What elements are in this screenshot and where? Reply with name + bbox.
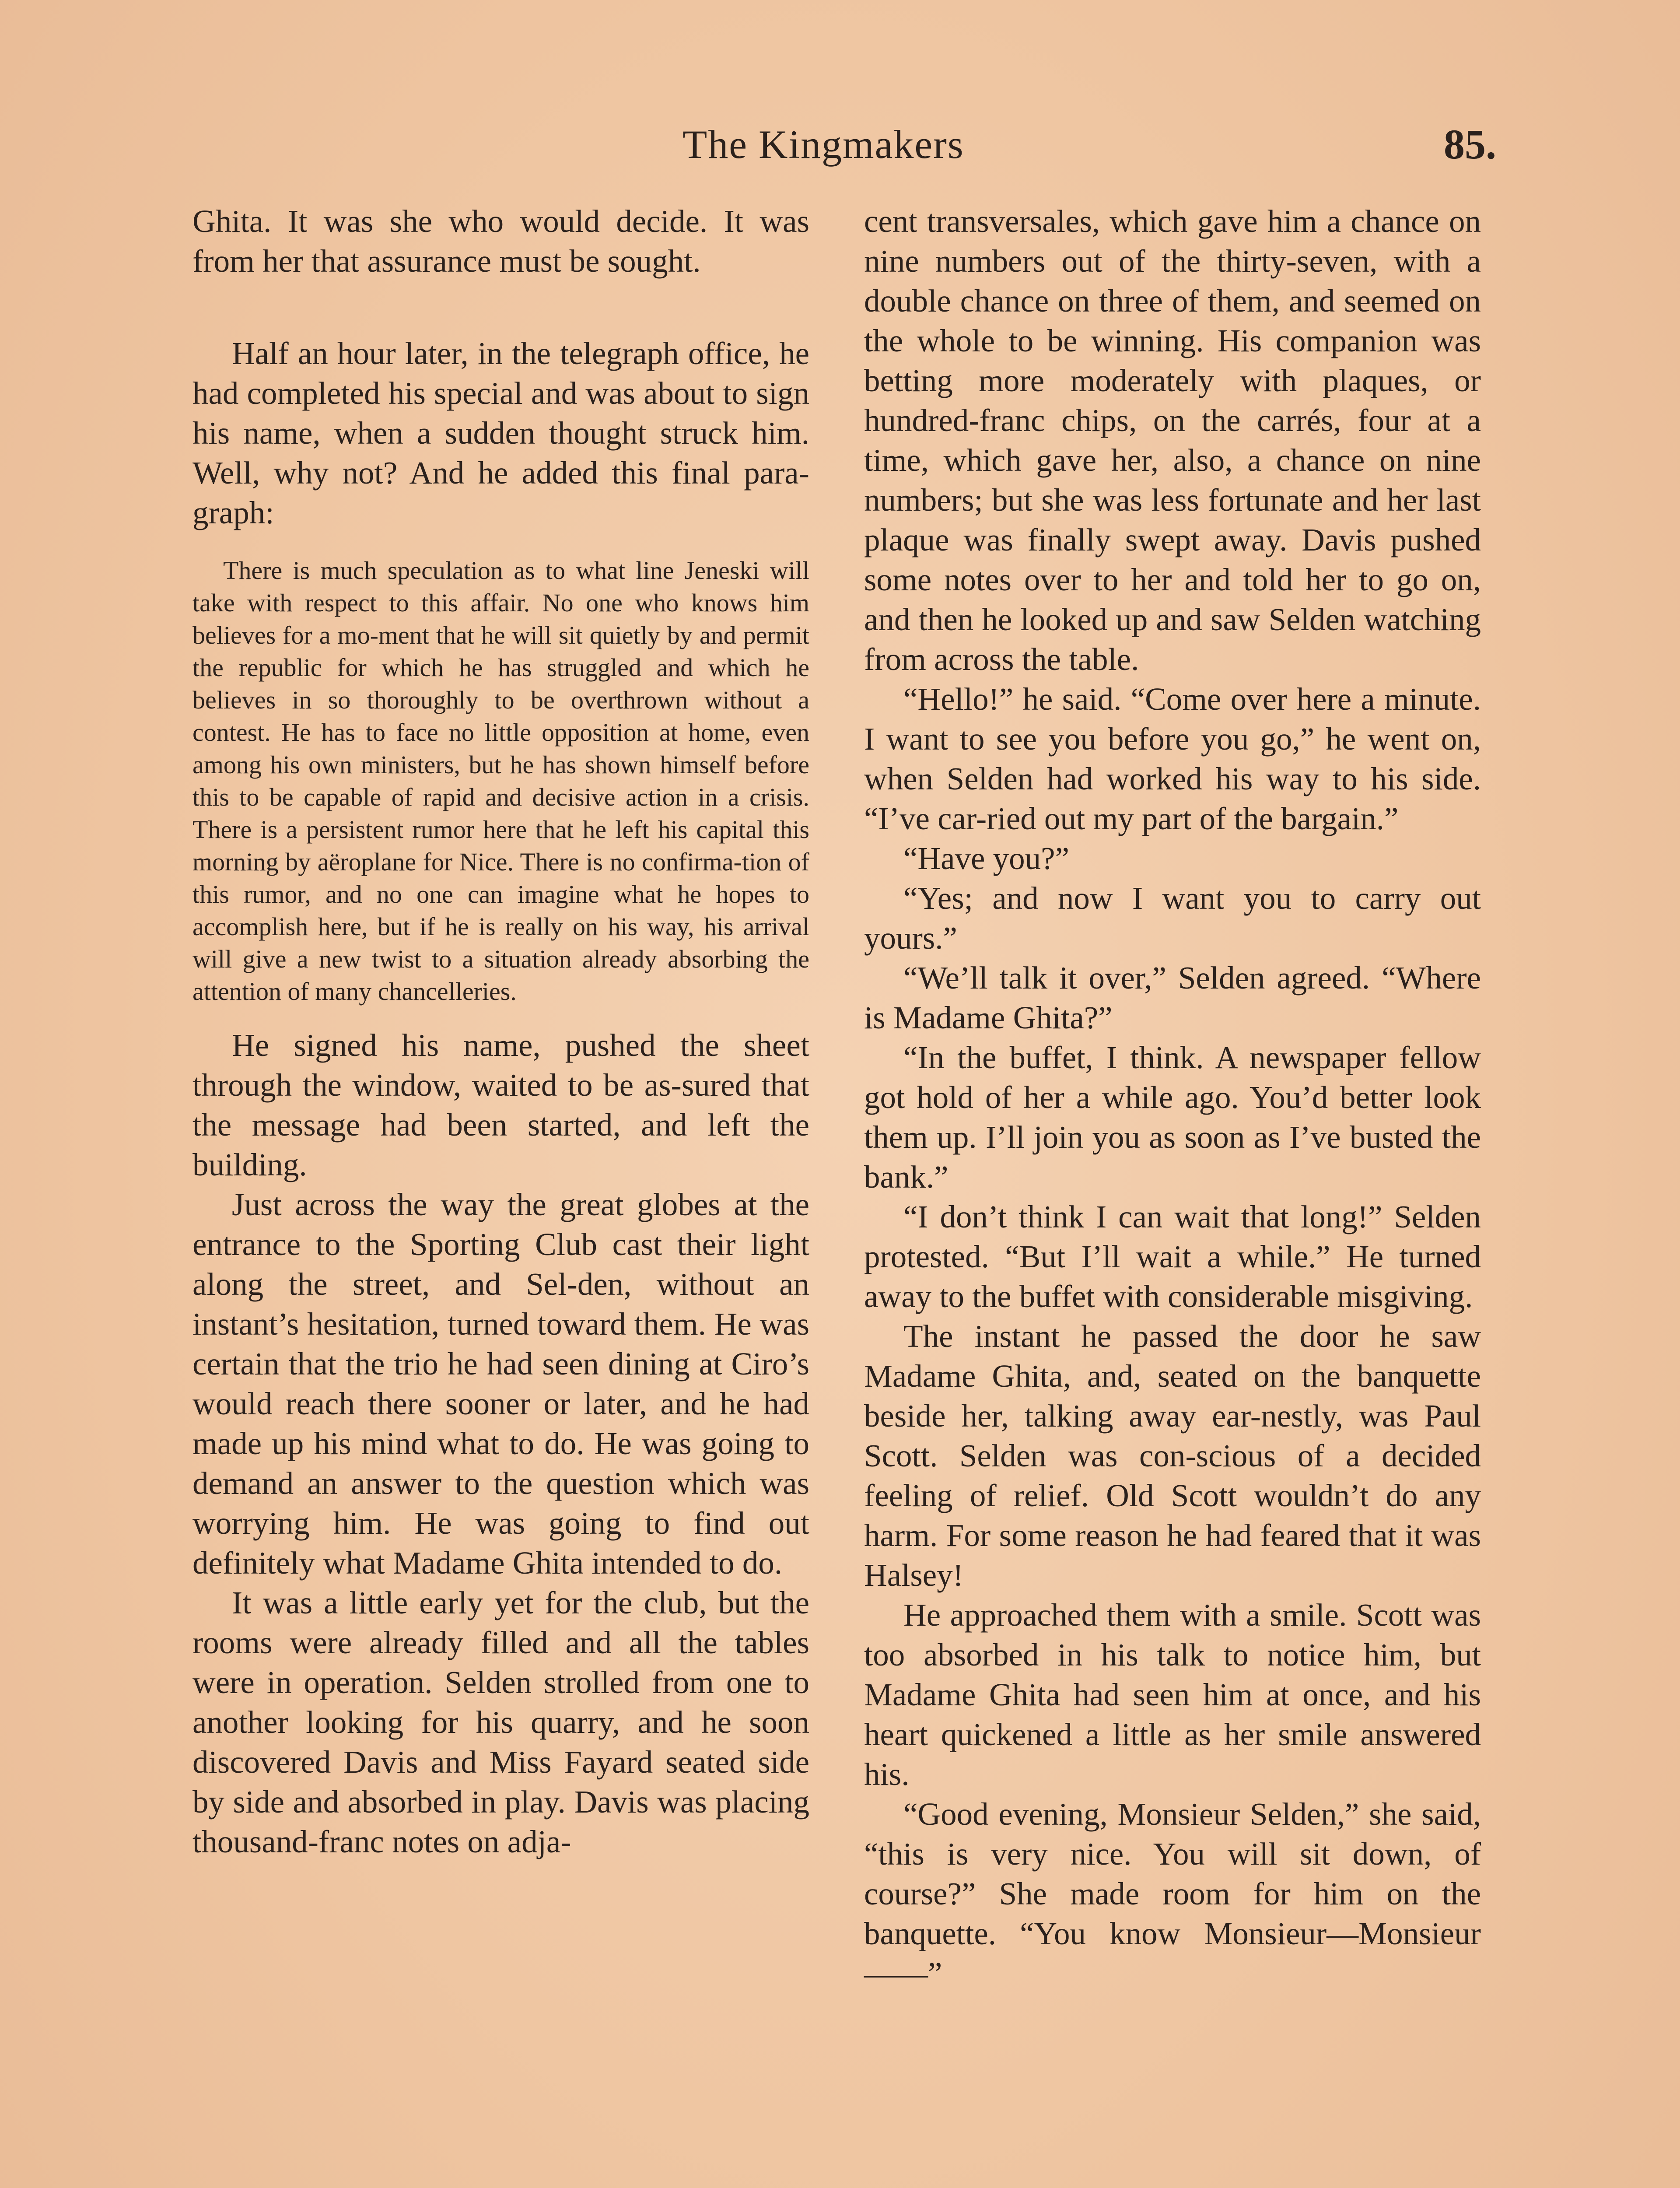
right-column — [864, 201, 1481, 1993]
paragraph: He approached them with a smile. Scott was too absorbed in his talk to notice him, but Madame Ghita had seen him at once, and his heart quickened a little as her smile answered his. — [864, 1597, 1481, 1792]
paragraph: “Have you?” — [903, 841, 1069, 876]
paragraph: “I don’t think I can wait that long!” Selden protested. “But I’ll wait a while.” He turned away to the buffet with considerable misgiving. — [864, 1199, 1481, 1314]
paragraph: “Hello!” he said. “Come over here a minute. I want to see you before you go,” he went on, when Selden had worked his way to his side. “I’ve car-ried out my part of the bargain.” — [864, 681, 1481, 836]
paragraph: Ghita. It was she who would decide. It was from her that assurance must be sought. — [192, 203, 809, 279]
paragraph: He signed his name, pushed the sheet through the window, waited to be as-sured that the message had been started, and left the building. — [192, 1027, 809, 1182]
paragraph: Just across the way the great globes at the entrance to the Sporting Club cast their light along the street, and Sel-den, without an instant’s hesitation, turned toward them. He was certain that the trio he had seen dining at Ciro’s would reach there sooner or later, and he had made up his mind what to do. He was going to demand an answer to the question which was worrying him. He was going to find out definitely what Madame Ghita intended to do. — [192, 1187, 809, 1581]
left-column — [192, 201, 809, 1862]
running-title: The Kingmakers — [682, 122, 964, 167]
page-number: 85. — [1444, 121, 1496, 168]
paragraph: “Good evening, Monsieur Selden,” she said, “this is very nice. You will sit down, of course?” She made room for him on the banquette. “You know Monsieur—Monsieur——” — [864, 1796, 1481, 1991]
paragraph: “In the buffet, I think. A newspaper fellow got hold of her a while ago. You’d better look them up. I’ll join you as soon as I’ve busted the bank.” — [864, 1040, 1481, 1195]
paragraph: cent transversales, which gave him a chance on nine numbers out of the thirty-seven, with a double chance on three of them, and seemed on the whole to be winning. His companion was betting more moderately with plaques, or hundred-franc chips, on the carrés, four at a time, which gave her, also, a chance on nine numbers; but she was less fortunate and her last plaque was finally swept away. Davis pushed some notes over to her and told her to go on, and then he looked up and saw Selden watching from across the table. — [864, 203, 1481, 677]
paragraph: It was a little early yet for the club, but the rooms were already filled and all the tables were in operation. Selden strolled from one to another looking for his quarry, and he soon discovered Davis and Miss Fayard seated side by side and absorbed in play. Davis was placing thousand-franc notes on adja- — [192, 1585, 809, 1859]
running-header — [192, 118, 1505, 184]
paragraph: Half an hour later, in the telegraph office, he had completed his special and was about to sign his name, when a sudden thought struck him. Well, why not? And he added this final para-graph: — [192, 336, 809, 530]
paragraph: “We’ll talk it over,” Selden agreed. “Where is Madame Ghita?” — [864, 960, 1481, 1035]
paragraph: “Yes; and now I want you to carry out yours.” — [864, 880, 1481, 956]
telegram-quote: There is much speculation as to what line Jeneski will take with respect to this affair. No one who knows him believes for a mo-ment that he will sit quietly by and permit the republic for which he has struggled and which he believes in so thoroughly to be overthrown without a contest. He has to face no little opposition at home, even among his own ministers, but he has shown himself before this to be capable of rapid and decisive action in a crisis. There is a persistent rumor here that he left his capital this morning by aëroplane for Nice. There is no confirma-tion of this rumor, and no one can imagine what he hopes to accomplish here, but if he is really on his way, his arrival will give a new twist to a situation already absorbing the attention of many chancelleries. — [192, 556, 809, 1006]
paragraph: The instant he passed the door he saw Madame Ghita, and, seated on the banquette beside her, talking away ear-nestly, was Paul Scott. Selden was con-scious of a decided feeling of relief. Old Scott wouldn’t do any harm. For some reason he had feared that it was Halsey! — [864, 1318, 1481, 1593]
